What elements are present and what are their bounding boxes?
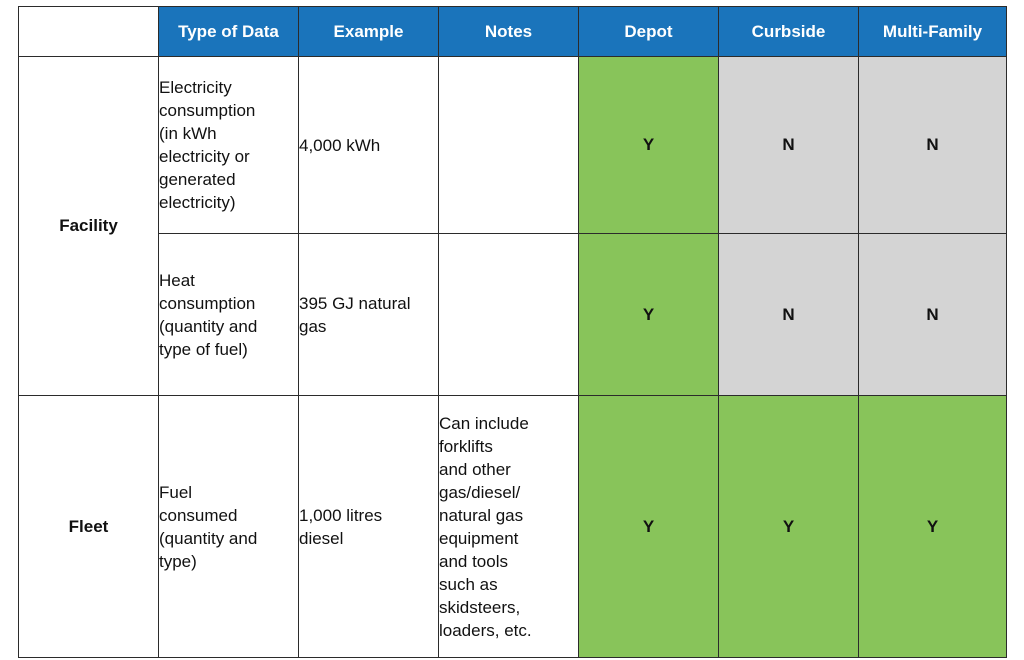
category-fleet: Fleet (19, 396, 159, 658)
type-of-data-cell: Heat consumption (quantity and type of fuel) (159, 234, 299, 396)
example-cell: 395 GJ natural gas (299, 234, 439, 396)
category-facility: Facility (19, 57, 159, 396)
table-row (19, 234, 1007, 396)
multi-family-flag-cell: Y (859, 396, 1007, 658)
header-notes: Notes (439, 7, 579, 57)
depot-flag-cell: Y (579, 396, 719, 658)
table-row (19, 57, 1007, 234)
example-cell: 1,000 litres diesel (299, 396, 439, 658)
type-of-data-cell: Electricity consumption (in kWh electricity or generated electricity) (159, 57, 299, 234)
curbside-flag-cell: Y (719, 396, 859, 658)
notes-cell: Can include forklifts and other gas/diesel/ natural gas equipment and tools such as skidsteers, loaders, etc. (439, 396, 579, 658)
multi-family-flag-cell: N (859, 234, 1007, 396)
header-row (19, 7, 1007, 57)
example-cell: 4,000 kWh (299, 57, 439, 234)
notes-cell (439, 57, 579, 234)
notes-cell (439, 234, 579, 396)
table-row (19, 396, 1007, 658)
data-requirements-table (18, 6, 1007, 658)
header-depot: Depot (579, 7, 719, 57)
header-multi-family: Multi-Family (859, 7, 1007, 57)
multi-family-flag-cell: N (859, 57, 1007, 234)
type-of-data-cell: Fuel consumed (quantity and type) (159, 396, 299, 658)
depot-flag-cell: Y (579, 234, 719, 396)
header-type-of-data: Type of Data (159, 7, 299, 57)
blank-corner-cell (19, 7, 159, 57)
curbside-flag-cell: N (719, 57, 859, 234)
header-example: Example (299, 7, 439, 57)
depot-flag-cell: Y (579, 57, 719, 234)
header-curbside: Curbside (719, 7, 859, 57)
curbside-flag-cell: N (719, 234, 859, 396)
